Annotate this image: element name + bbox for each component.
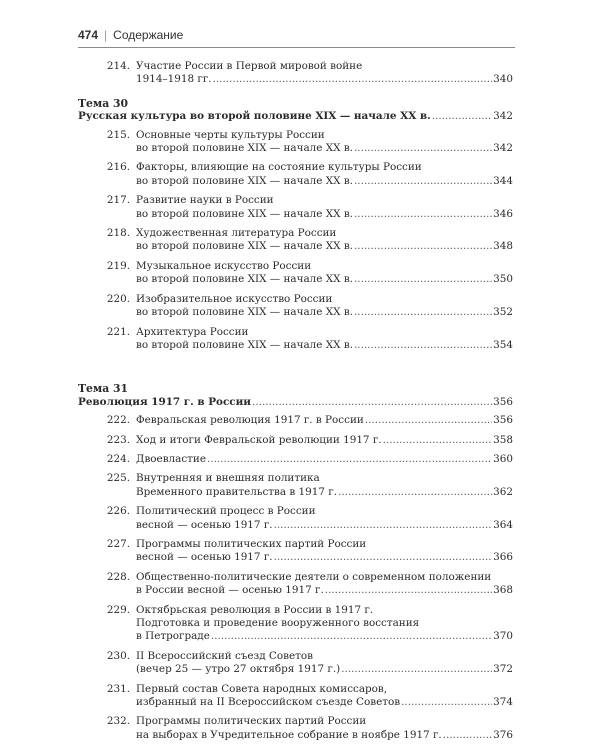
- entry-text-line: Общественно-политические деятели о современном положении: [136, 570, 492, 583]
- entry-body: [136, 472, 513, 499]
- table-of-contents: [78, 60, 513, 748]
- toc-entry: [78, 227, 513, 254]
- entry-body: [136, 650, 513, 677]
- entry-number: 228.: [106, 570, 130, 583]
- entry-last-line: [136, 551, 513, 564]
- entry-page-number: 366: [493, 551, 513, 564]
- entry-last-line: [136, 306, 513, 319]
- entry-text-line: Внутренняя и внешняя политика: [136, 472, 320, 485]
- entry-page-number: 368: [493, 584, 513, 597]
- entry-text-line: во второй половине XIX — начале XX в.: [136, 306, 353, 319]
- entry-last-line: [136, 453, 513, 466]
- theme-page-number: 342: [493, 110, 513, 123]
- dot-leader: [432, 110, 492, 123]
- theme-title: [78, 396, 513, 409]
- entry-text-line: во второй половине XIX — начале XX в.: [136, 338, 353, 351]
- entry-body: [136, 571, 513, 598]
- entry-last-line: [136, 208, 513, 221]
- entry-body: [136, 293, 513, 320]
- entry-page-number: 346: [493, 207, 513, 220]
- entry-text-line: Первый состав Совета народных комиссаров,: [136, 682, 388, 695]
- theme-title-text: Революция 1917 г. в России: [78, 395, 252, 408]
- entry-body: [136, 129, 513, 156]
- entry-page-number: 376: [493, 728, 513, 741]
- entry-number: 229.: [106, 603, 130, 616]
- toc-entry: [78, 129, 513, 156]
- entry-body: [136, 227, 513, 254]
- entry-page-number: 374: [493, 696, 513, 709]
- theme-page-number: 356: [493, 395, 513, 408]
- entry-number: 230.: [106, 649, 130, 662]
- toc-entry: [78, 505, 513, 532]
- toc-entry: [78, 293, 513, 320]
- entry-text-line: Ход и итоги Февральской революции 1917 г.: [136, 433, 382, 446]
- toc-entry: [78, 538, 513, 565]
- entry-text-line: Развитие науки в России: [136, 194, 274, 207]
- theme-gap: [78, 358, 513, 372]
- entry-text-line: избранный на II Всероссийском съезде Советов: [136, 696, 401, 709]
- dot-leader: [401, 696, 492, 709]
- entry-page-number: 360: [493, 452, 513, 465]
- entry-page-number: 370: [493, 630, 513, 643]
- entry-text-line: Изобразительное искусство России: [136, 292, 333, 305]
- entry-text-line: на выборах в Учредительное собрание в ноябре 1917 г.: [136, 728, 442, 741]
- toc-entry: [78, 604, 513, 644]
- entry-last-line: [136, 486, 513, 499]
- entry-body: [136, 434, 513, 447]
- toc-entry: [78, 434, 513, 447]
- entry-text-line: II Всероссийский съезд Советов: [136, 649, 313, 662]
- entry-number: 227.: [106, 537, 130, 550]
- entry-number: 223.: [106, 433, 130, 446]
- entry-text-line: Художественная литература России: [136, 227, 337, 240]
- entry-body: [136, 326, 513, 353]
- entry-text-line: Музыкальное искусство России: [136, 259, 312, 272]
- toc-entry: [78, 571, 513, 598]
- dot-leader: [354, 142, 492, 155]
- entry-last-line: [136, 273, 513, 286]
- entry-number: 221.: [106, 325, 130, 338]
- entry-number: 231.: [106, 682, 130, 695]
- entry-body: [136, 194, 513, 221]
- entry-number: 214.: [106, 60, 130, 72]
- entry-page-number: 354: [493, 338, 513, 351]
- dot-leader: [274, 519, 493, 532]
- entry-text-line: (вечер 25 — утро 27 октября 1917 г.): [136, 663, 341, 676]
- toc-entry: [78, 414, 513, 427]
- dot-leader: [207, 453, 492, 466]
- dot-leader: [365, 414, 492, 427]
- entry-number: 225.: [106, 472, 130, 485]
- dot-leader: [383, 434, 493, 447]
- entry-number: 224.: [106, 452, 130, 465]
- toc-entry: [78, 650, 513, 677]
- dot-leader: [325, 584, 492, 597]
- dot-leader: [338, 486, 492, 499]
- entry-body: [136, 604, 513, 644]
- entry-text-line: Политический процесс в России: [136, 505, 316, 518]
- entry-text-line: Временного правительства в 1917 г.: [136, 485, 338, 498]
- entry-last-line: [136, 434, 513, 447]
- entry-number: 220.: [106, 292, 130, 305]
- entry-last-line: [136, 663, 513, 676]
- entry-page-number: 342: [493, 142, 513, 155]
- entry-number: 216.: [106, 161, 130, 174]
- entry-last-line: [136, 696, 513, 709]
- entry-number: 215.: [106, 128, 130, 141]
- entry-number: 219.: [106, 259, 130, 272]
- entry-last-line: [136, 729, 513, 742]
- entry-page-number: 350: [493, 273, 513, 286]
- toc-entry: [78, 194, 513, 221]
- entry-text-line: в России весной — осенью 1917 г.: [136, 584, 324, 597]
- theme-label: Тема 31: [78, 382, 129, 396]
- entry-last-line: [136, 240, 513, 253]
- entry-number: 226.: [106, 505, 130, 518]
- entry-text-line: Программы политических партий России: [136, 537, 367, 550]
- theme-label: Тема 30: [78, 96, 129, 110]
- entry-text-line: 1914–1918 гг.: [136, 73, 212, 86]
- entry-last-line: [136, 414, 513, 427]
- theme-title-text: Русская культура во второй половине XIX — начале XX в.: [78, 110, 431, 123]
- entry-text-line: во второй половине XIX — начале XX в.: [136, 240, 353, 253]
- entry-page-number: 362: [493, 485, 513, 498]
- entry-text-line: Февральская революция 1917 г. в России: [136, 414, 364, 427]
- entry-text-line: во второй половине XIX — начале XX в.: [136, 142, 353, 155]
- entry-text-line: Программы политических партий России: [136, 715, 367, 728]
- header-title: Содержание: [113, 28, 184, 42]
- entry-body: [136, 161, 513, 188]
- entry-body: [136, 715, 513, 742]
- entry-body: [136, 414, 513, 427]
- dot-leader: [213, 73, 493, 86]
- entry-text-line: во второй половине XIX — начале XX в.: [136, 174, 353, 187]
- toc-entry: [78, 683, 513, 710]
- running-header: [78, 27, 515, 48]
- dot-leader: [354, 240, 492, 253]
- entry-page-number: 364: [493, 518, 513, 531]
- entry-page-number: 344: [493, 174, 513, 187]
- dot-leader: [354, 273, 492, 286]
- entry-text-line: Факторы, влияющие на состояние культуры России: [136, 161, 422, 174]
- toc-entry: [78, 472, 513, 499]
- entry-page-number: 356: [493, 414, 513, 427]
- entry-page-number: 348: [493, 240, 513, 253]
- header-separator: |: [104, 28, 108, 42]
- entry-body: [136, 683, 513, 710]
- entry-text-line: во второй половине XIX — начале XX в.: [136, 273, 353, 286]
- entry-body: [136, 60, 513, 87]
- entry-last-line: [136, 339, 513, 352]
- entry-page-number: 340: [493, 73, 513, 86]
- entry-text-line: в Петрограде: [136, 630, 210, 643]
- theme-title: [78, 110, 513, 123]
- entry-page-number: 358: [493, 433, 513, 446]
- entry-body: [136, 538, 513, 565]
- dot-leader: [354, 175, 492, 188]
- entry-body: [136, 505, 513, 532]
- entry-text-line: Основные черты культуры России: [136, 128, 325, 141]
- toc-entry: [78, 260, 513, 287]
- toc-entry: [78, 161, 513, 188]
- dot-leader: [354, 208, 492, 221]
- dot-leader: [252, 396, 492, 409]
- toc-entry: [78, 715, 513, 742]
- entry-body: [136, 453, 513, 466]
- entry-body: [136, 260, 513, 287]
- entry-number: 232.: [106, 715, 130, 728]
- dot-leader: [354, 339, 492, 352]
- entry-last-line: [136, 175, 513, 188]
- entry-text-line: Архитектура России: [136, 325, 249, 338]
- entry-last-line: [136, 142, 513, 155]
- dot-leader: [211, 630, 492, 643]
- entry-text-line: Участие России в Первой мировой войне: [136, 60, 363, 72]
- toc-entry: [78, 60, 513, 87]
- entry-text-line: Октябрьская революция в России в 1917 г.: [136, 603, 374, 616]
- entry-text-line: Подготовка и проведение вооруженного восстания: [136, 617, 420, 629]
- entry-number: 222.: [106, 414, 130, 427]
- entry-page-number: 372: [493, 663, 513, 676]
- entry-number: 217.: [106, 194, 130, 207]
- entry-last-line: [136, 519, 513, 532]
- entry-last-line: [136, 630, 513, 643]
- toc-entry: [78, 326, 513, 353]
- entry-page-number: 352: [493, 306, 513, 319]
- dot-leader: [341, 663, 492, 676]
- dot-leader: [443, 729, 492, 742]
- entry-text-line: весной — осенью 1917 г.: [136, 551, 273, 564]
- dot-leader: [354, 306, 492, 319]
- entry-last-line: [136, 584, 513, 597]
- entry-text-line: Двоевластие: [136, 452, 206, 465]
- entry-text-line: весной — осенью 1917 г.: [136, 518, 273, 531]
- dot-leader: [274, 551, 493, 564]
- entry-number: 218.: [106, 227, 130, 240]
- page-number: 474: [78, 28, 99, 42]
- entry-text-line: во второй половине XIX — начале XX в.: [136, 207, 353, 220]
- entry-last-line: [136, 73, 513, 86]
- toc-entry: [78, 453, 513, 466]
